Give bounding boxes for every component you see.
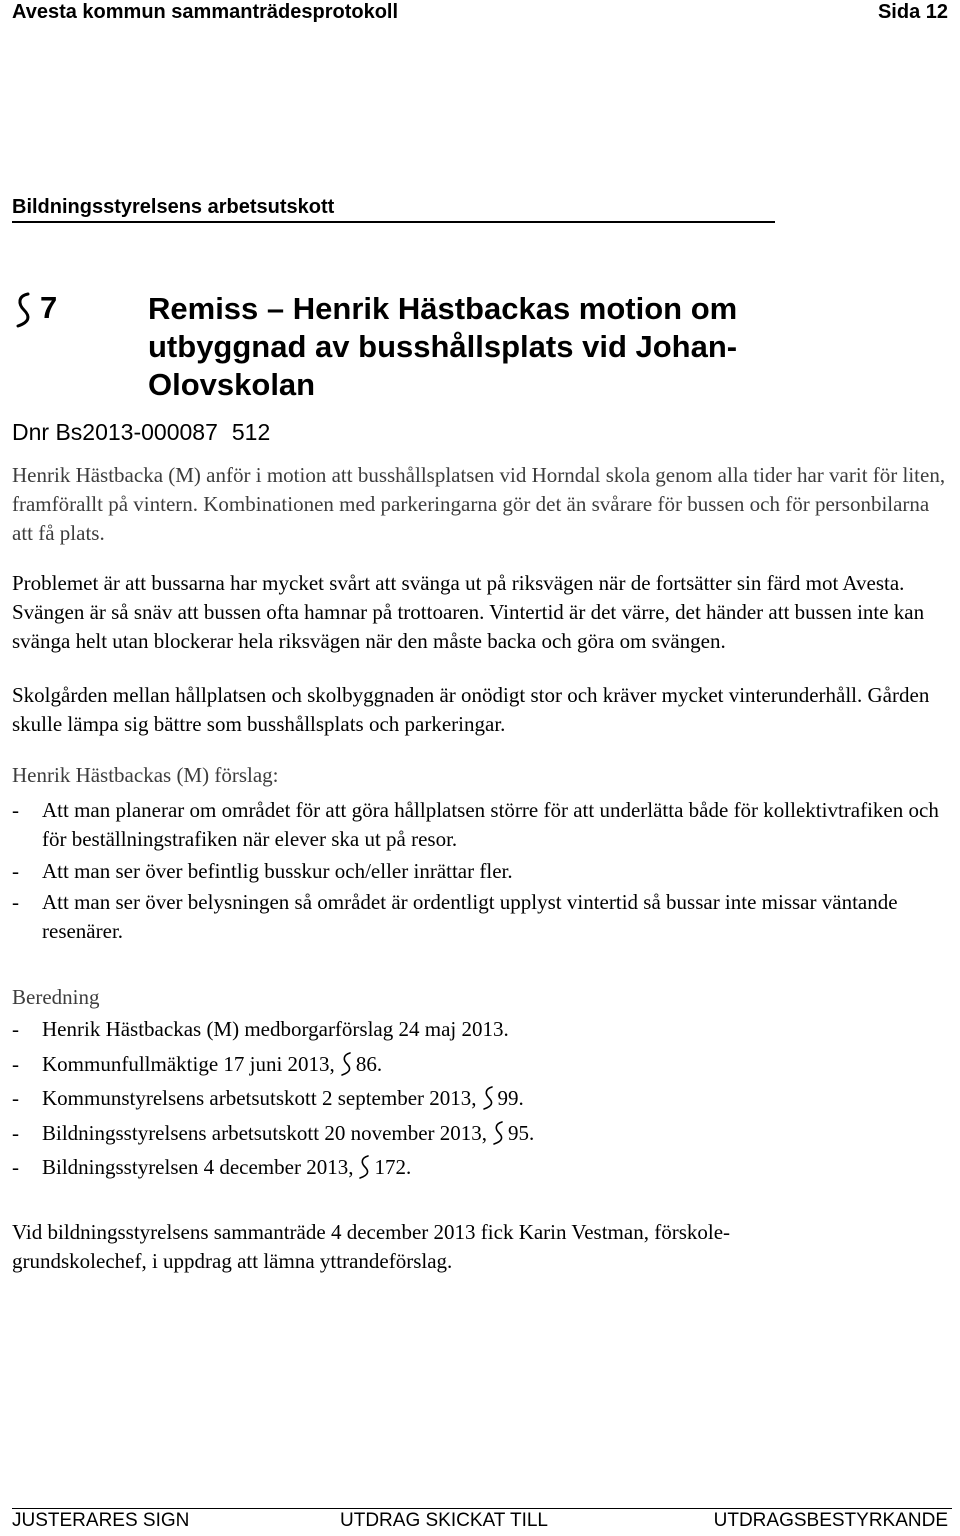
paragraph-sign-icon (8, 290, 36, 330)
beredning-item-text: Kommunfullmäktige 17 juni 2013, (42, 1052, 335, 1076)
section-number: 7 (40, 290, 58, 325)
proposal-item: - Att man planerar om området för att göra hållplatsen större för att underlätta både för kollektivtrafiken och för beställningstrafiken när elever ska ut på resor. (12, 796, 942, 854)
proposal-item-text: Att man planerar om området för att göra hållplatsen större för att underlätta både för kollektivtrafiken och för beställningstrafiken när elever ska ut på resor. (42, 798, 939, 851)
proposal-heading-text: Henrik Hästbackas (M) förslag: (12, 763, 279, 787)
paragraph-number: 86. (355, 1052, 383, 1076)
document-header-title: Avesta kommun sammanträdesprotokoll (12, 1, 399, 23)
proposal-item: - Att man ser över belysningen så området är ordentligt upplyst vintertid så bussar inte missar väntande resenärer. (12, 888, 942, 946)
paragraph-2-text: Problemet är att bussarna har mycket svårt att svänga ut på riksvägen när de fortsätter sin färd mot Avesta. Svängen är så snäv att bussen ofta hamnar på trottoaren. Vintertid är det värre, det händer att bussen inte kan svänga helt utan blockerar hela riksvägen när den måste backa och göra om svängen. (12, 571, 925, 653)
paragraph-sign-icon (491, 1120, 505, 1146)
paragraph-number: 99. (497, 1086, 524, 1110)
paragraph-1-text: Henrik Hästbacka (M) anför i motion att busshållsplatsen vid Horndal skola genom alla tider har varit för liten, framförallt på vintern. Kombinationen med parkeringarna gör det än svårare för bussen och för personbilarna att få plats. (12, 463, 946, 545)
beredning-heading-text: Beredning (12, 985, 100, 1009)
beredning-item-text: Bildningsstyrelsen 4 december 2013, (42, 1155, 354, 1179)
footer-justerares-sign: JUSTERARES SIGN (12, 1510, 190, 1531)
paragraph-3-text: Skolgården mellan hållplatsen och skolbyggnaden är onödigt stor och kräver mycket vinterunderhåll. Gården skulle lämpa sig bättre som busshållsplats och parkeringar. (12, 683, 930, 736)
beredning-item-text: Kommunstyrelsens arbetsutskott 2 september 2013, (42, 1086, 477, 1110)
paragraph-1 (12, 461, 952, 548)
proposal-item: - Att man ser över befintlig busskur och/eller inrättar fler. (12, 857, 942, 886)
beredning-item: - Bildningsstyrelsens arbetsutskott 20 november 2013, 95. (12, 1121, 535, 1145)
footer-utdrag-skickat-till: UTDRAG SKICKAT TILL (340, 1510, 548, 1531)
committee-name: Bildningsstyrelsens arbetsutskott (12, 196, 335, 218)
paragraph-final-text: Vid bildningsstyrelsens sammanträde 4 december 2013 fick Karin Vestman, förskole-grundskolechef, i uppdrag att lämna yttrandeförslag. (12, 1220, 731, 1273)
beredning-item: - Bildningsstyrelsen 4 december 2013, 172. (12, 1155, 412, 1179)
footer-utdragsbestyrkande: UTDRAGSBESTYRKANDE (713, 1510, 948, 1531)
dnr-code: 512 (231, 419, 271, 445)
committee-underline (12, 221, 775, 223)
section-title: Remiss – Henrik Hästbackas motion om utbyggnad av busshållsplats vid Johan-Olovskolan (148, 291, 738, 402)
paragraph-sign-icon (357, 1154, 371, 1180)
paragraph-2 (12, 569, 952, 656)
dnr-label: Dnr Bs2013-000087 (12, 419, 218, 445)
beredning-item-text: Bildningsstyrelsens arbetsutskott 20 november 2013, (42, 1121, 488, 1145)
page-number: Sida 12 (877, 1, 948, 23)
paragraph-number: 172. (374, 1155, 412, 1179)
beredning-item-text: Henrik Hästbackas (M) medborgarförslag 24 maj 2013. (42, 1017, 509, 1041)
dnr-line (12, 419, 284, 446)
paragraph-final (12, 1218, 852, 1276)
beredning-item: - Henrik Hästbackas (M) medborgarförslag 24 maj 2013. (12, 1017, 509, 1041)
paragraph-sign-icon (339, 1051, 353, 1077)
footer-rule (12, 1508, 952, 1509)
proposal-heading (12, 761, 952, 790)
paragraph-3 (12, 681, 952, 739)
paragraph-number: 95. (508, 1121, 535, 1145)
beredning-item: - Kommunstyrelsens arbetsutskott 2 september 2013, 99. (12, 1086, 524, 1110)
proposal-item-text: Att man ser över befintlig busskur och/eller inrättar fler. (42, 859, 513, 883)
proposal-item-text: Att man ser över belysningen så området är ordentligt upplyst vintertid så bussar inte missar väntande resenärer. (42, 890, 898, 943)
beredning-heading (12, 983, 952, 1012)
paragraph-sign-icon (481, 1085, 495, 1111)
beredning-item: - Kommunfullmäktige 17 juni 2013, 86. (12, 1052, 383, 1076)
